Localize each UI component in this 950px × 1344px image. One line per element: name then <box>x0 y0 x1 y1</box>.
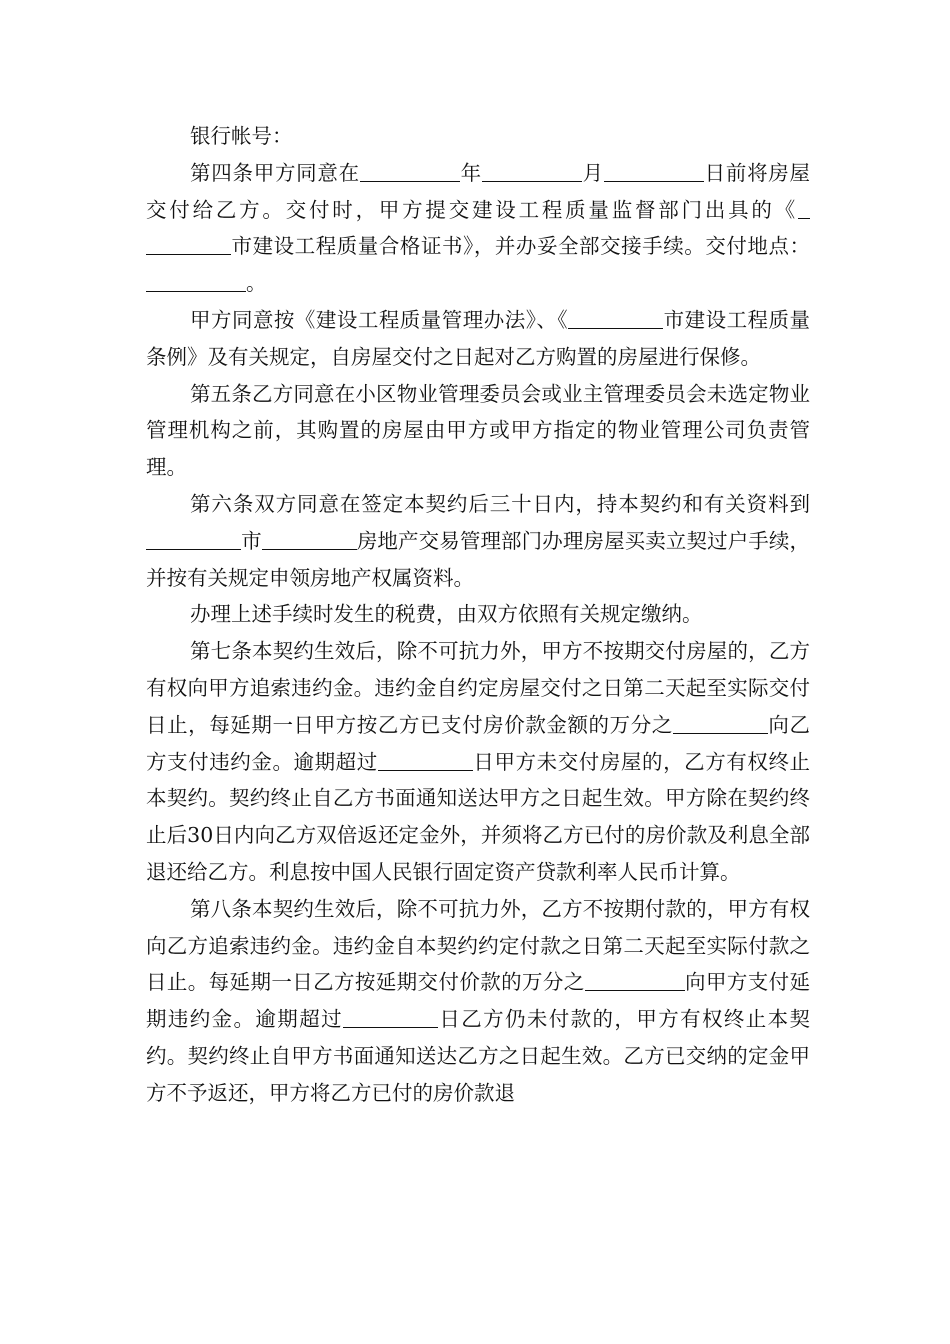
paragraph-taxes <box>146 596 810 633</box>
article-8-text-c: 日乙方仍未付款的，甲方有权终止本契约。契约终止自甲方书面通知送达乙方之日起生效。乙方已交纳的定金甲方不予返还，甲方将乙方已付的房价款退 <box>146 1007 811 1105</box>
article-6-text-a: 第六条双方同意在签定本契约后三十日内，持本契约和有关资料到 <box>190 491 810 516</box>
warranty-text-b: 市建设工程质量条例》及有关规定，自房屋交付之日起对乙方购置的房屋进行保修。 <box>146 307 811 369</box>
bank-account-label: 银行帐号： <box>190 124 293 148</box>
blank-year <box>360 159 460 182</box>
article-6-text-c: 房地产交易管理部门办理房屋买卖立契过户手续，并按有关规定申领房地产权属资料。 <box>146 528 811 590</box>
paragraph-article-7 <box>146 633 810 891</box>
blank-city-2 <box>262 527 357 550</box>
paragraph-article-6 <box>146 486 810 596</box>
article-4-text-e: 市建设工程质量合格证书》，并办妥全部交接手续。交付地点： <box>231 234 810 259</box>
article-7-text-b: 向乙方支付违约金。逾期超过 <box>146 712 811 774</box>
paragraph-article-5 <box>146 376 810 486</box>
paragraph-article-8 <box>146 891 810 1112</box>
warranty-text-a: 甲方同意按《建设工程质量管理办法》、《 <box>190 307 569 332</box>
paragraph-bank-account <box>146 118 810 155</box>
blank-warranty-city <box>568 306 663 329</box>
blank-overdue-days-buyer <box>343 1005 438 1028</box>
blank-city-part2 <box>146 232 231 255</box>
blank-delivery-place <box>146 269 246 292</box>
contract-page <box>146 118 810 1112</box>
blank-city-1 <box>146 527 241 550</box>
article-4-text-a: 第四条甲方同意在 <box>190 160 360 185</box>
article-5-text: 第五条乙方同意在小区物业管理委员会或业主管理委员会未选定物业管理机构之前，其购置的房屋由甲方或甲方指定的物业管理公司负责管理。 <box>146 381 810 480</box>
blank-penalty-rate-buyer-part1 <box>585 968 645 991</box>
article-4-text-c: 月 <box>581 160 604 185</box>
blank-penalty-rate-seller <box>673 711 768 734</box>
article-4-text-f: 。 <box>246 271 267 296</box>
blank-city-part1 <box>798 196 810 219</box>
article-4-text-b: 年 <box>459 160 482 185</box>
article-7-text-a: 第七条本契约生效后，除不可抗力外，甲方不按期交付房屋的，乙方有权向甲方追索违约金。违约金自约定房屋交付之日第二天起至实际交付日止，每延期一日甲方按乙方已支付房价款金额的万分之 <box>146 639 810 737</box>
article-6-text-b: 市 <box>241 528 262 553</box>
paragraph-warranty <box>146 302 810 376</box>
taxes-text: 办理上述手续时发生的税费，由双方依照有关规定缴纳。 <box>190 602 703 627</box>
blank-month <box>482 159 582 182</box>
article-7-text-c: 日甲方未交付房屋的，乙方有权终止本契约。契约终止自乙方书面通知送达甲方之日起生效。甲方除在契约终止后30日内向乙方双倍返还定金外，并须将乙方已付的房价款及利息全部退还给乙方。利息按中国人民银行固定资产贷款利率人民币计算。 <box>146 749 811 884</box>
blank-penalty-rate-buyer-part2 <box>645 968 685 991</box>
article-4-text-d: 日前将房屋交付给乙方。交付时，甲方提交建设工程质量监督部门出具的《 <box>146 160 811 222</box>
blank-day <box>604 159 704 182</box>
paragraph-article-4 <box>146 155 810 302</box>
article-8-text-b: 向甲方支付延期违约金。逾期超过 <box>146 970 811 1032</box>
blank-overdue-days-seller <box>378 748 473 771</box>
article-8-text-a: 第八条本契约生效后，除不可抗力外，乙方不按期付款的，甲方有权向乙方追索违约金。违约金自本契约约定付款之日第二天起至实际付款之日止。每延期一日乙方按延期交付价款的万分之 <box>146 896 810 995</box>
